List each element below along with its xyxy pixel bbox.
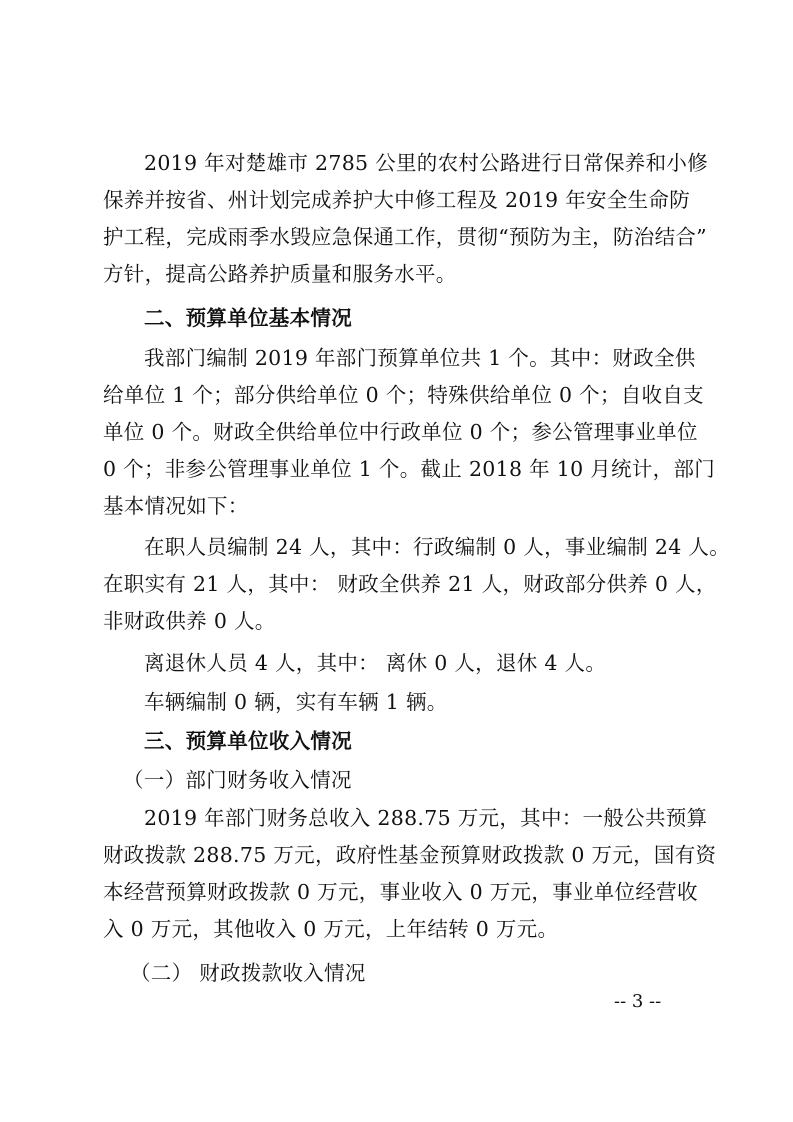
text-line: 2019 年部门财务总收入 288.75 万元，其中：一般公共预算 bbox=[144, 806, 708, 830]
text-line: 离退休人员 4 人，其中： 离休 0 人，退休 4 人。 bbox=[144, 651, 607, 675]
text-line: 本经营预算财政拨款 0 万元，事业收入 0 万元，事业单位经营收 bbox=[103, 880, 698, 904]
text-line: 0 个；非参公管理事业单位 1 个。截止 2018 年 10 月统计，部门 bbox=[103, 457, 716, 481]
text-line: 护工程，完成雨季水毁应急保通工作，贯彻“预防为主，防治结合” bbox=[103, 225, 707, 249]
subheading-fiscal-appropriation bbox=[103, 955, 689, 992]
paragraph-road-maintenance bbox=[103, 145, 708, 293]
paragraph-retirees bbox=[103, 645, 689, 682]
subheading-department-income bbox=[103, 762, 689, 799]
text-line: 在职人员编制 24 人，其中：行政编制 0 人，事业编制 24 人。 bbox=[144, 535, 731, 559]
text-line: 2019 年对楚雄市 2785 公里的农村公路进行日常保养和小修 bbox=[144, 151, 708, 175]
text-line: 基本情况如下： bbox=[103, 494, 249, 518]
subheading-text: （一）部门财务收入情况 bbox=[123, 768, 352, 792]
text-line: 入 0 万元，其他收入 0 万元，上年结转 0 万元。 bbox=[103, 917, 559, 941]
text-line: 单位 0 个。财政全供给单位中行政单位 0 个；参公管理事业单位 bbox=[103, 420, 698, 444]
text-line: 财政拨款 288.75 万元，政府性基金预算财政拨款 0 万元，国有资 bbox=[103, 843, 717, 867]
section-heading-income bbox=[103, 723, 689, 760]
paragraph-vehicles bbox=[103, 684, 689, 721]
paragraph-budget-units bbox=[103, 340, 716, 525]
text-line: 方针，提高公路养护质量和服务水平。 bbox=[103, 262, 457, 286]
text-line: 我部门编制 2019 年部门预算单位共 1 个。其中：财政全供 bbox=[144, 346, 696, 370]
subheading-text: （二） 财政拨款收入情况 bbox=[130, 961, 366, 985]
text-line: 车辆编制 0 辆，实有车辆 1 辆。 bbox=[144, 690, 448, 714]
page-number: -- 3 -- bbox=[614, 991, 662, 1012]
paragraph-income-details bbox=[103, 800, 717, 948]
heading-text: 二、预算单位基本情况 bbox=[144, 306, 352, 330]
heading-text: 三、预算单位收入情况 bbox=[144, 729, 352, 753]
text-line: 保养并按省、州计划完成养护大中修工程及 2019 年安全生命防 bbox=[103, 188, 691, 212]
section-heading-basic-info bbox=[103, 300, 689, 337]
text-line: 给单位 1 个；部分供给单位 0 个；特殊供给单位 0 个；自收自支 bbox=[103, 383, 704, 407]
text-line: 在职实有 21 人，其中： 财政全供养 21 人，财政部分供养 0 人， bbox=[103, 572, 717, 596]
text-line: 非财政供养 0 人。 bbox=[103, 609, 276, 633]
paragraph-staffing bbox=[103, 529, 731, 640]
